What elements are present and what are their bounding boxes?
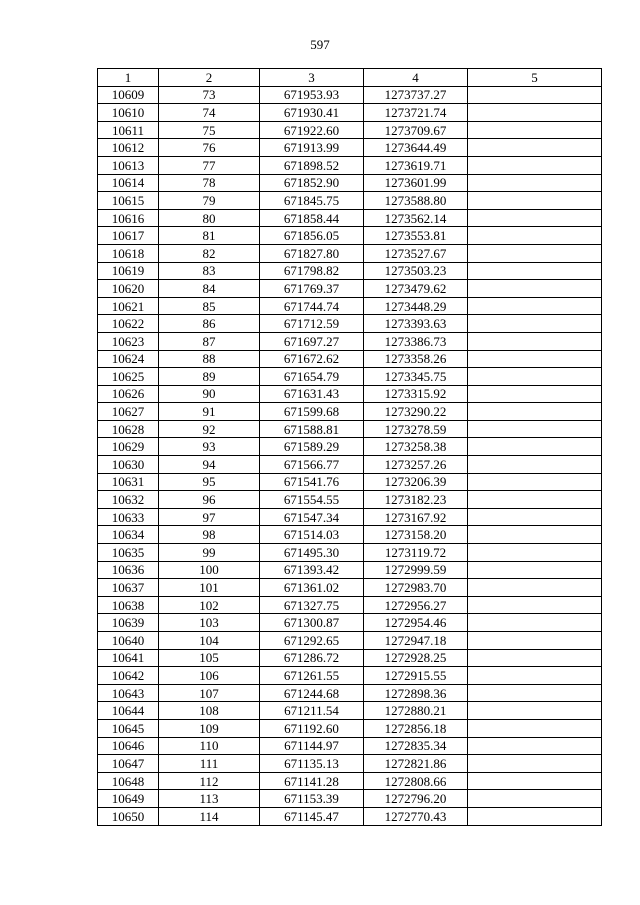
table-cell-col-5 [468,772,602,790]
table-cell-col-3: 671153.39 [260,790,364,808]
table-cell-col-3: 671953.93 [260,86,364,104]
table-cell-col-5 [468,244,602,262]
table-cell-col-1: 10610 [98,104,159,122]
table-cell-col-1: 10618 [98,244,159,262]
page-number: 597 [310,37,330,52]
table-cell-col-2: 112 [159,772,260,790]
table-row [98,579,602,597]
table-cell-col-3: 671631.43 [260,385,364,403]
table-cell-col-5 [468,790,602,808]
table-cell-col-4: 1273386.73 [364,332,468,350]
table-cell-col-2: 88 [159,350,260,368]
column-header-2: 2 [159,69,260,87]
table-row [98,227,602,245]
table-row [98,332,602,350]
table-cell-col-5 [468,702,602,720]
table-cell-col-3: 671211.54 [260,702,364,720]
table-cell-col-3: 671712.59 [260,315,364,333]
table-cell-col-2: 107 [159,684,260,702]
table-cell-col-4: 1273358.26 [364,350,468,368]
table-cell-col-1: 10612 [98,139,159,157]
table-cell-col-2: 94 [159,456,260,474]
table-cell-col-3: 671144.97 [260,737,364,755]
table-cell-col-5 [468,632,602,650]
table-cell-col-4: 1273278.59 [364,420,468,438]
table-cell-col-5 [468,262,602,280]
table-cell-col-2: 104 [159,632,260,650]
table-row [98,350,602,368]
table-row [98,772,602,790]
table-cell-col-2: 86 [159,315,260,333]
table-cell-col-2: 106 [159,667,260,685]
table-cell-col-4: 1273479.62 [364,280,468,298]
table-cell-col-1: 10631 [98,473,159,491]
table-cell-col-3: 671292.65 [260,632,364,650]
table-cell-col-2: 98 [159,526,260,544]
table-row [98,121,602,139]
column-header-3: 3 [260,69,364,87]
table-cell-col-4: 1272880.21 [364,702,468,720]
table-cell-col-3: 671141.28 [260,772,364,790]
table-row [98,684,602,702]
table-cell-col-4: 1272983.70 [364,579,468,597]
table-cell-col-2: 114 [159,807,260,825]
table-cell-col-1: 10635 [98,544,159,562]
table-body [98,86,602,825]
table-row [98,139,602,157]
table-cell-col-2: 74 [159,104,260,122]
table-cell-col-1: 10623 [98,332,159,350]
table-cell-col-3: 671930.41 [260,104,364,122]
table-cell-col-3: 671135.13 [260,755,364,773]
table-row [98,508,602,526]
table-cell-col-3: 671858.44 [260,209,364,227]
table-cell-col-3: 671856.05 [260,227,364,245]
table-cell-col-1: 10609 [98,86,159,104]
table-cell-col-1: 10643 [98,684,159,702]
table-cell-col-5 [468,807,602,825]
table-cell-col-4: 1273503.23 [364,262,468,280]
table-cell-col-4: 1272835.34 [364,737,468,755]
table-cell-col-2: 76 [159,139,260,157]
table-row [98,104,602,122]
table-cell-col-3: 671514.03 [260,526,364,544]
table-cell-col-2: 75 [159,121,260,139]
table-cell-col-1: 10629 [98,438,159,456]
table-cell-col-4: 1273206.39 [364,473,468,491]
table-cell-col-3: 671922.60 [260,121,364,139]
table-cell-col-5 [468,526,602,544]
table-cell-col-3: 671744.74 [260,297,364,315]
table-row [98,420,602,438]
table-cell-col-1: 10646 [98,737,159,755]
table-cell-col-3: 671845.75 [260,192,364,210]
table-row [98,649,602,667]
table-cell-col-4: 1273315.92 [364,385,468,403]
table-cell-col-1: 10626 [98,385,159,403]
table-row [98,368,602,386]
table-cell-col-5 [468,614,602,632]
table-row [98,807,602,825]
table-cell-col-3: 671300.87 [260,614,364,632]
table-cell-col-5 [468,297,602,315]
table-row [98,737,602,755]
table-cell-col-1: 10648 [98,772,159,790]
table-cell-col-5 [468,121,602,139]
table-cell-col-1: 10621 [98,297,159,315]
table-cell-col-4: 1273619.71 [364,156,468,174]
table-row [98,632,602,650]
table-cell-col-5 [468,719,602,737]
table-cell-col-1: 10632 [98,491,159,509]
table-cell-col-4: 1273721.74 [364,104,468,122]
table-row [98,561,602,579]
table-cell-col-2: 99 [159,544,260,562]
table-cell-col-4: 1273345.75 [364,368,468,386]
table-cell-col-1: 10639 [98,614,159,632]
table-cell-col-4: 1273527.67 [364,244,468,262]
table-cell-col-2: 100 [159,561,260,579]
table-cell-col-4: 1273644.49 [364,139,468,157]
table-row [98,244,602,262]
table-cell-col-2: 79 [159,192,260,210]
table-cell-col-1: 10642 [98,667,159,685]
table-cell-col-3: 671261.55 [260,667,364,685]
table-cell-col-3: 671589.29 [260,438,364,456]
table-cell-col-5 [468,139,602,157]
table-cell-col-4: 1273553.81 [364,227,468,245]
column-header-1: 1 [98,69,159,87]
table-cell-col-4: 1272928.25 [364,649,468,667]
table-row [98,192,602,210]
table-row [98,667,602,685]
table-row [98,262,602,280]
table-cell-col-4: 1273562.14 [364,209,468,227]
table-cell-col-2: 105 [159,649,260,667]
table-cell-col-2: 78 [159,174,260,192]
table-cell-col-2: 97 [159,508,260,526]
table-cell-col-4: 1272954.46 [364,614,468,632]
table-cell-col-1: 10645 [98,719,159,737]
table-cell-col-2: 85 [159,297,260,315]
column-header-4: 4 [364,69,468,87]
table-cell-col-2: 103 [159,614,260,632]
table-cell-col-2: 96 [159,491,260,509]
table-cell-col-3: 671145.47 [260,807,364,825]
table-cell-col-5 [468,227,602,245]
table-header-row [98,69,602,87]
table-row [98,614,602,632]
table-cell-col-4: 1272947.18 [364,632,468,650]
table-row [98,403,602,421]
table-cell-col-2: 109 [159,719,260,737]
table-cell-col-1: 10650 [98,807,159,825]
table-cell-col-2: 82 [159,244,260,262]
table-cell-col-3: 671244.68 [260,684,364,702]
table-cell-col-5 [468,667,602,685]
table-cell-col-3: 671599.68 [260,403,364,421]
table-cell-col-5 [468,209,602,227]
table-cell-col-2: 102 [159,596,260,614]
table-cell-col-3: 671495.30 [260,544,364,562]
table-cell-col-1: 10627 [98,403,159,421]
table-row [98,755,602,773]
table-cell-col-1: 10647 [98,755,159,773]
table-row [98,385,602,403]
table-cell-col-1: 10649 [98,790,159,808]
table-row [98,491,602,509]
table-cell-col-3: 671827.80 [260,244,364,262]
table-cell-col-4: 1273182.23 [364,491,468,509]
table-row [98,86,602,104]
table-cell-col-2: 87 [159,332,260,350]
table-cell-col-4: 1273290.22 [364,403,468,421]
table-cell-col-3: 671852.90 [260,174,364,192]
table-cell-col-2: 113 [159,790,260,808]
table-row [98,526,602,544]
table-cell-col-1: 10616 [98,209,159,227]
table-cell-col-3: 671898.52 [260,156,364,174]
table-row [98,702,602,720]
table-cell-col-5 [468,174,602,192]
table-cell-col-4: 1272999.59 [364,561,468,579]
table-cell-col-5 [468,315,602,333]
table-row [98,174,602,192]
table-cell-col-5 [468,86,602,104]
table-cell-col-5 [468,544,602,562]
table-cell-col-5 [468,332,602,350]
table-cell-col-2: 84 [159,280,260,298]
table-cell-col-2: 92 [159,420,260,438]
table-cell-col-2: 108 [159,702,260,720]
table-cell-col-5 [468,156,602,174]
table-cell-col-1: 10633 [98,508,159,526]
table-cell-col-3: 671547.34 [260,508,364,526]
table-cell-col-4: 1273588.80 [364,192,468,210]
table-cell-col-4: 1273393.63 [364,315,468,333]
table-cell-col-1: 10640 [98,632,159,650]
table-cell-col-5 [468,508,602,526]
table-cell-col-5 [468,192,602,210]
table-cell-col-1: 10630 [98,456,159,474]
table-cell-col-3: 671798.82 [260,262,364,280]
table-cell-col-4: 1273119.72 [364,544,468,562]
table-row [98,156,602,174]
table-cell-col-1: 10624 [98,350,159,368]
table-cell-col-1: 10634 [98,526,159,544]
table-cell-col-4: 1273258.38 [364,438,468,456]
table-cell-col-2: 83 [159,262,260,280]
table-cell-col-2: 95 [159,473,260,491]
table-cell-col-1: 10641 [98,649,159,667]
table-cell-col-1: 10636 [98,561,159,579]
table-cell-col-1: 10620 [98,280,159,298]
table-row [98,209,602,227]
table-cell-col-5 [468,579,602,597]
table-cell-col-1: 10625 [98,368,159,386]
table-cell-col-4: 1273737.27 [364,86,468,104]
table-cell-col-1: 10644 [98,702,159,720]
table-cell-col-5 [468,420,602,438]
table-cell-col-4: 1273167.92 [364,508,468,526]
table-cell-col-2: 93 [159,438,260,456]
table-cell-col-4: 1272808.66 [364,772,468,790]
table-cell-col-3: 671566.77 [260,456,364,474]
table-cell-col-3: 671393.42 [260,561,364,579]
table-cell-col-3: 671327.75 [260,596,364,614]
table-cell-col-5 [468,473,602,491]
table-cell-col-1: 10611 [98,121,159,139]
table-cell-col-3: 671192.60 [260,719,364,737]
table-cell-col-4: 1272915.55 [364,667,468,685]
table-cell-col-1: 10638 [98,596,159,614]
table-cell-col-4: 1273257.26 [364,456,468,474]
table-cell-col-4: 1273601.99 [364,174,468,192]
table-cell-col-5 [468,368,602,386]
table-cell-col-5 [468,385,602,403]
table-cell-col-4: 1272796.20 [364,790,468,808]
table-row [98,315,602,333]
table-cell-col-1: 10637 [98,579,159,597]
table-cell-col-2: 80 [159,209,260,227]
table-cell-col-4: 1272956.27 [364,596,468,614]
table-cell-col-1: 10615 [98,192,159,210]
table-row [98,438,602,456]
table-cell-col-3: 671769.37 [260,280,364,298]
table-row [98,544,602,562]
table-cell-col-2: 110 [159,737,260,755]
table-cell-col-2: 81 [159,227,260,245]
table-cell-col-2: 73 [159,86,260,104]
table-cell-col-5 [468,649,602,667]
table-cell-col-1: 10614 [98,174,159,192]
table-cell-col-5 [468,104,602,122]
table-cell-col-4: 1272821.86 [364,755,468,773]
table-cell-col-5 [468,491,602,509]
table-cell-col-3: 671672.62 [260,350,364,368]
column-header-5: 5 [468,69,602,87]
table-cell-col-2: 90 [159,385,260,403]
table-cell-col-2: 111 [159,755,260,773]
table-cell-col-5 [468,280,602,298]
table-cell-col-5 [468,596,602,614]
table-row [98,297,602,315]
table-cell-col-2: 77 [159,156,260,174]
table-cell-col-1: 10628 [98,420,159,438]
table-cell-col-1: 10617 [98,227,159,245]
table-cell-col-2: 101 [159,579,260,597]
table-cell-col-5 [468,350,602,368]
table-cell-col-4: 1272770.43 [364,807,468,825]
table-cell-col-3: 671588.81 [260,420,364,438]
table-cell-col-3: 671554.55 [260,491,364,509]
table-cell-col-4: 1273158.20 [364,526,468,544]
table-row [98,456,602,474]
table-row [98,280,602,298]
table-cell-col-4: 1272898.36 [364,684,468,702]
table-cell-col-3: 671286.72 [260,649,364,667]
table-cell-col-3: 671361.02 [260,579,364,597]
table-row [98,596,602,614]
table-cell-col-2: 91 [159,403,260,421]
table-cell-col-5 [468,456,602,474]
table-cell-col-3: 671697.27 [260,332,364,350]
table-cell-col-3: 671913.99 [260,139,364,157]
table-row [98,790,602,808]
table-cell-col-3: 671541.76 [260,473,364,491]
table-cell-col-5 [468,684,602,702]
coordinates-table [97,68,602,826]
table-cell-col-5 [468,755,602,773]
table-cell-col-1: 10622 [98,315,159,333]
table-cell-col-5 [468,403,602,421]
table-cell-col-2: 89 [159,368,260,386]
table-cell-col-1: 10613 [98,156,159,174]
table-row [98,473,602,491]
table-cell-col-1: 10619 [98,262,159,280]
table-cell-col-4: 1273709.67 [364,121,468,139]
table-cell-col-3: 671654.79 [260,368,364,386]
table-cell-col-4: 1272856.18 [364,719,468,737]
table-cell-col-5 [468,438,602,456]
table-cell-col-4: 1273448.29 [364,297,468,315]
table-cell-col-5 [468,737,602,755]
table-row [98,719,602,737]
table-cell-col-5 [468,561,602,579]
